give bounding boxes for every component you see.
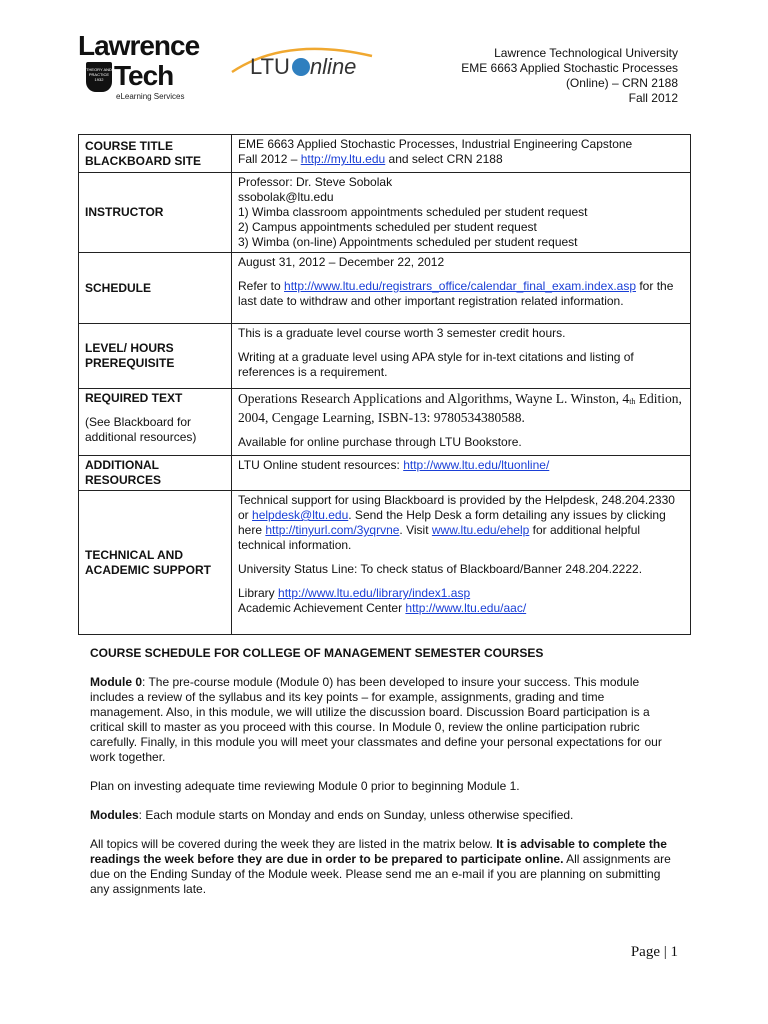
instructor-appt-3: 3) Wimba (on-line) Appointments scheduled per student request xyxy=(238,235,578,249)
textbook-edition-sup: th xyxy=(629,397,636,406)
library-link[interactable]: http://www.ltu.edu/library/index1.asp xyxy=(278,586,471,600)
level-writing-text: Writing at a graduate level using APA style for in-text citations and listing of references is a requirement. xyxy=(238,350,634,379)
helpdesk-email-link[interactable]: helpdesk@ltu.edu xyxy=(252,508,349,522)
schedule-dates: August 31, 2012 – December 22, 2012 xyxy=(238,255,445,269)
logo-tech-word: Tech xyxy=(114,60,174,91)
label-required xyxy=(79,389,232,456)
label-support-2: ACADEMIC SUPPORT xyxy=(85,562,212,577)
textbook-title: Operations Research Applications and Algorithms, Wayne L. Winston, 4 xyxy=(238,391,630,406)
shield-text: THEORY AND PRACTICE 1932 xyxy=(86,67,112,82)
calendar-link[interactable]: http://www.ltu.edu/registrars_office/calendar_final_exam.index.asp xyxy=(284,279,637,293)
label-level-hours: LEVEL/ HOURS xyxy=(85,341,174,355)
header-term: Fall 2012 xyxy=(628,91,678,105)
module0-text: : The pre-course module (Module 0) has been developed to insure your success. This module includes a review of the syllabus and its key points – for example, assignments, grading and time management. Also, in this module, we will utilize the discussion board. Discussion Board participation is a critical skill to master as you proceed with this course. In Module 0, review the online participation rubric carefully. Finally, in this module you will meet your classmates and define your personal expectations for our work together. xyxy=(90,675,662,764)
course-title-text: EME 6663 Applied Stochastic Processes, Industrial Engineering Capstone xyxy=(238,137,633,151)
aac-label: Academic Achievement Center xyxy=(238,601,406,615)
page-number: Page | 1 xyxy=(630,944,678,960)
modules-label: Modules xyxy=(90,808,139,822)
label-blackboard-site: BLACKBOARD SITE xyxy=(85,153,201,168)
instructor-appt-1: 1) Wimba classroom appointments scheduled per student request xyxy=(238,205,588,219)
instructor-name: Professor: Dr. Steve Sobolak xyxy=(238,175,393,189)
crn-text: and select CRN 2188 xyxy=(385,152,503,166)
support-text-b: . Send the Help Desk a form detailing any issues by clicking here xyxy=(238,508,666,537)
schedule-refer-post: for the last date to withdraw and other important registration related information. xyxy=(238,279,674,308)
row-support xyxy=(79,491,691,635)
module0-paragraph xyxy=(90,675,680,765)
logo-ltu-suffix: nline xyxy=(309,54,357,79)
header-crn: (Online) – CRN 2188 xyxy=(565,76,678,90)
ltuonline-link[interactable]: http://www.ltu.edu/ltuonline/ xyxy=(403,458,550,472)
support-text-a: Technical support for using Blackboard is provided by the Helpdesk, 248.204.2330 or xyxy=(238,493,675,522)
instructor-email: ssobolak@ltu.edu xyxy=(238,190,334,204)
header-course: EME 6663 Applied Stochastic Processes xyxy=(461,61,678,75)
textbook-citation xyxy=(238,391,684,426)
modules-paragraph xyxy=(90,808,680,823)
level-credit-text: This is a graduate level course worth 3 semester credit hours. xyxy=(238,326,566,340)
schedule-heading: COURSE SCHEDULE FOR COLLEGE OF MANAGEMENT SEMESTER COURSES xyxy=(90,646,544,660)
label-support-1: TECHNICAL AND xyxy=(85,547,183,562)
tinyurl-link[interactable]: http://tinyurl.com/3yqrvne xyxy=(265,523,400,537)
shield-icon xyxy=(86,62,112,92)
blackboard-link[interactable]: http://my.ltu.edu xyxy=(300,152,386,166)
value-required xyxy=(232,389,691,456)
label-level xyxy=(79,324,232,389)
row-schedule xyxy=(79,253,691,324)
label-additional xyxy=(79,456,232,491)
lawrence-tech-logo xyxy=(78,32,208,102)
topics-text-bold: It is advisable to complete the readings the week before they are due in order to be prepared to participate online. xyxy=(90,837,667,866)
plan-paragraph: Plan on investing adequate time reviewing Module 0 prior to beginning Module 1. xyxy=(90,779,520,793)
value-additional xyxy=(232,456,691,491)
value-course xyxy=(232,135,691,173)
textbook-details: Edition, 2004, Cengage Learning, ISBN-13: 9780534380588. xyxy=(238,391,682,425)
row-instructor xyxy=(79,173,691,253)
logo-lawrence-word: Lawrence xyxy=(78,30,200,61)
row-course xyxy=(79,135,691,173)
label-schedule: SCHEDULE xyxy=(79,253,232,324)
label-additional-1: ADDITIONAL xyxy=(85,458,159,472)
globe-icon xyxy=(292,58,310,76)
support-text-c: . Visit xyxy=(399,523,432,537)
textbook-purchase: Available for online purchase through LTU Bookstore. xyxy=(238,435,522,449)
course-info-table xyxy=(78,134,691,635)
additional-text: LTU Online student resources: xyxy=(238,458,404,472)
value-schedule xyxy=(232,253,691,324)
module0-label: Module 0 xyxy=(90,675,143,689)
label-additional-2: RESOURCES xyxy=(85,473,162,487)
label-prerequisite: PREREQUISITE xyxy=(85,356,175,370)
instructor-appt-2: 2) Campus appointments scheduled per student request xyxy=(238,220,537,234)
document-header xyxy=(461,46,678,106)
value-level xyxy=(232,324,691,389)
logo-ltu-prefix: LTU xyxy=(250,54,290,79)
header-university: Lawrence Technological University xyxy=(494,46,678,60)
ltu-online-logo xyxy=(222,42,382,92)
course-term-text: Fall 2012 – xyxy=(238,152,301,166)
ehelp-link[interactable]: www.ltu.edu/ehelp xyxy=(431,523,530,537)
row-additional xyxy=(79,456,691,491)
label-course xyxy=(79,135,232,173)
topics-paragraph xyxy=(90,837,680,897)
aac-link[interactable]: http://www.ltu.edu/aac/ xyxy=(405,601,527,615)
label-instructor: INSTRUCTOR xyxy=(79,173,232,253)
value-support xyxy=(232,491,691,635)
library-label: Library xyxy=(238,586,279,600)
topics-text-post: All assignments are due on the Ending Sunday of the Module week. Please send me an e-mail if you are planning on submitting any assignments late. xyxy=(90,852,671,896)
logo-elearning-subtitle: eLearning Services xyxy=(116,92,185,101)
modules-text: : Each module starts on Monday and ends on Sunday, unless otherwise specified. xyxy=(138,808,574,822)
row-level xyxy=(79,324,691,389)
label-course-title: COURSE TITLE xyxy=(85,138,174,153)
status-line-text: University Status Line: To check status of Blackboard/Banner 248.204.2222. xyxy=(238,562,643,576)
schedule-refer-text: Refer to xyxy=(238,279,285,293)
label-required-sub: (See Blackboard for additional resources) xyxy=(85,415,197,444)
label-required-text: REQUIRED TEXT xyxy=(85,391,183,405)
course-schedule-section xyxy=(90,646,680,911)
support-text-d: for additional helpful technical information. xyxy=(238,523,641,552)
row-required-text xyxy=(79,389,691,456)
topics-text-pre: All topics will be covered during the week they are listed in the matrix below. xyxy=(90,837,497,851)
label-support xyxy=(79,491,232,635)
value-instructor xyxy=(232,173,691,253)
